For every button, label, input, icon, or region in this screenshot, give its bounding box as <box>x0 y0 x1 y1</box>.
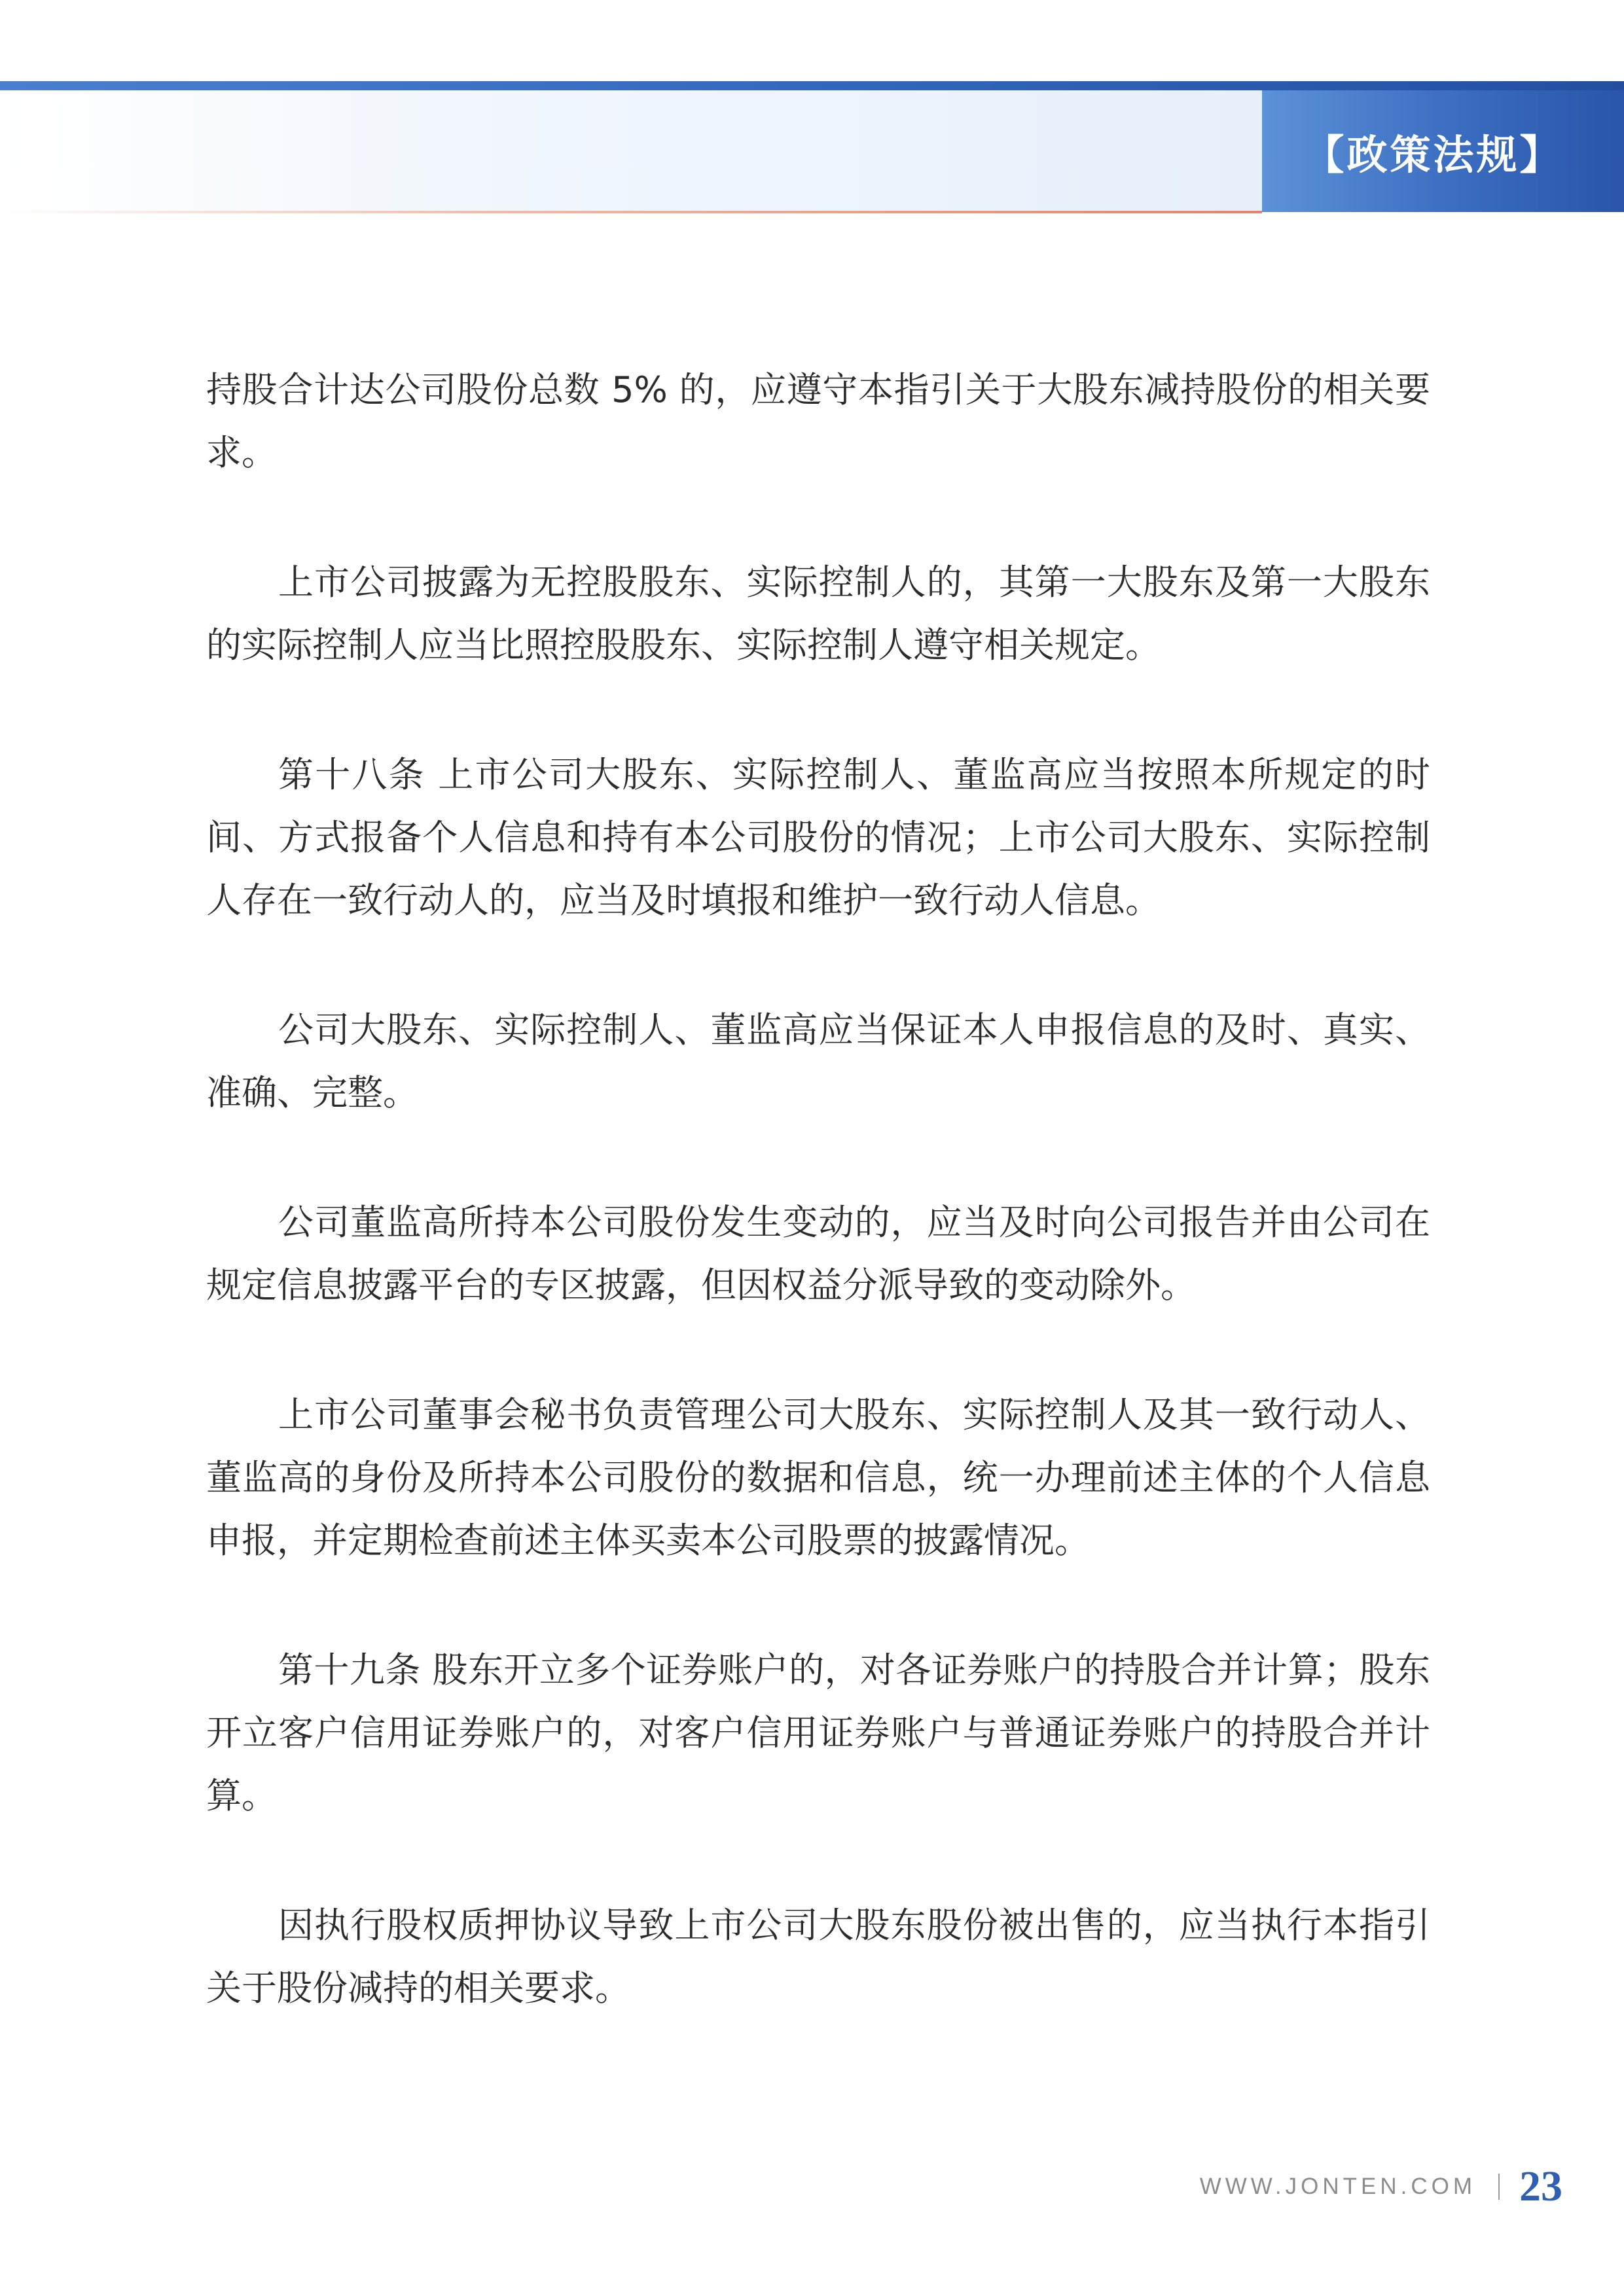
paragraph: 上市公司董事会秘书负责管理公司大股东、实际控制人及其一致行动人、董监高的身份及所持本公司股份的数据和信息，统一办理前述主体的个人信息申报，并定期检查前述主体买卖本公司股票的披露情况。 <box>206 1394 1430 1561</box>
header-underline <box>0 211 1262 213</box>
page-footer <box>1200 2157 1562 2216</box>
section-label: 【政策法规】 <box>1303 130 1563 179</box>
paragraph-article-19: 第十九条 股东开立多个证券账户的，对各证券账户的持股合并计算；股东开立客户信用证券账户的，对客户信用证券账户与普通证券账户的持股合并计算。 <box>206 1649 1430 1816</box>
header-band <box>0 90 1262 212</box>
paragraph-continuation: 持股合计达公司股份总数 5% 的，应遵守本指引关于大股东减持股份的相关要求。 <box>206 369 1430 473</box>
paragraph: 因执行股权质押协议导致上市公司大股东股份被出售的，应当执行本指引关于股份减持的相关要求。 <box>206 1905 1430 2009</box>
header-top-strip <box>0 81 1624 90</box>
paragraph-article-18: 第十八条 上市公司大股东、实际控制人、董监高应当按照本所规定的时间、方式报备个人信息和持有本公司股份的情况；上市公司大股东、实际控制人存在一致行动人的，应当及时填报和维护一致行动人信息。 <box>206 754 1430 921</box>
section-tab <box>1262 90 1624 212</box>
footer-website: WWW.JONTEN.COM <box>1199 2174 1476 2199</box>
paragraph: 上市公司披露为无控股股东、实际控制人的，其第一大股东及第一大股东的实际控制人应当比照控股股东、实际控制人遵守相关规定。 <box>206 562 1430 666</box>
article-body <box>206 359 1430 2087</box>
paragraph: 公司董监高所持本公司股份发生变动的，应当及时向公司报告并由公司在规定信息披露平台的专区披露，但因权益分派导致的变动除外。 <box>206 1202 1430 1306</box>
page-number: 23 <box>1519 2162 1562 2210</box>
footer-divider <box>1498 2174 1500 2200</box>
paragraph: 公司大股东、实际控制人、董监高应当保证本人申报信息的及时、真实、准确、完整。 <box>206 1009 1430 1113</box>
